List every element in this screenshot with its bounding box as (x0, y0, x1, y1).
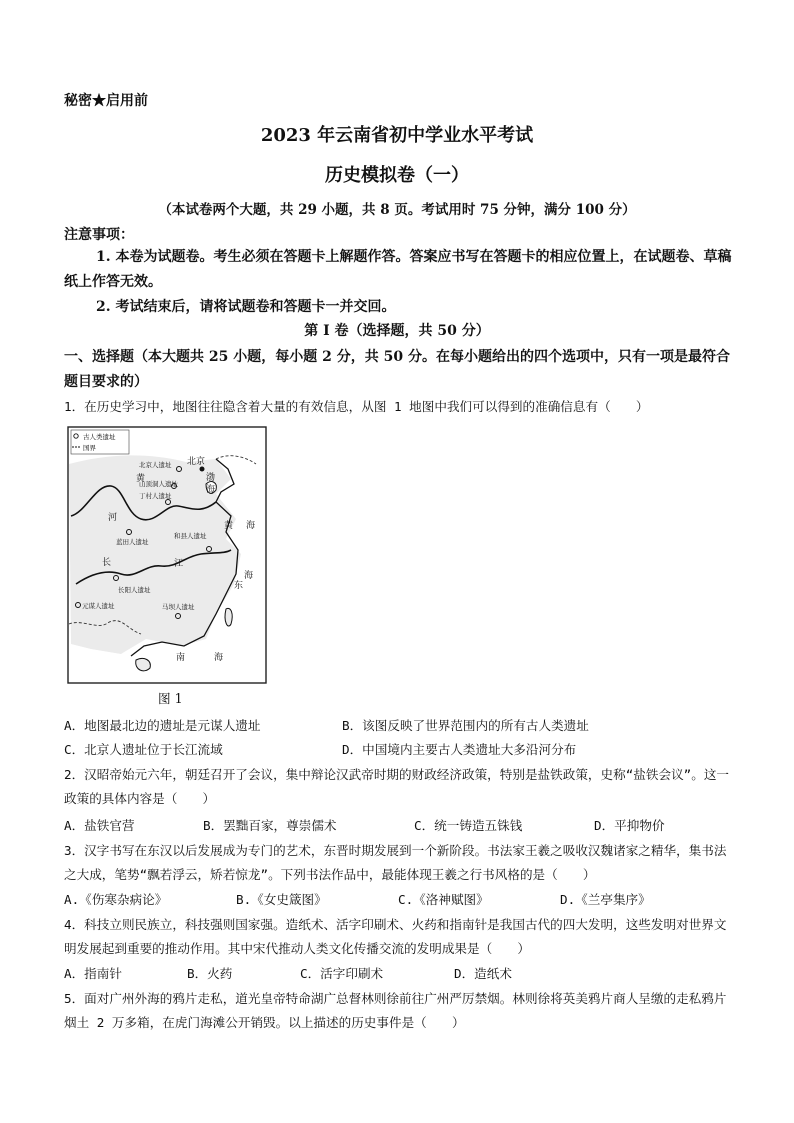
option-c[interactable]: C．统一铸造五铢钱 (414, 818, 523, 833)
question-stem: 5．面对广州外海的鸦片走私，道光皇帝特命湖广总督林则徐前往广州严厉禁烟。林则徐将英美鸦片商人呈缴的走私鸦片烟土 2 万多箱，在虎门海滩公开销毁。以上描述的历史事件是（ ） (64, 991, 727, 1030)
site-label: 和县人遗址 (174, 532, 207, 540)
section-heading: 一、选择题（本大题共 25 小题，每小题 2 分，共 50 分。在每小题给出的四个选项中，只有一项是最符合题目要求的） (64, 349, 730, 390)
option-b[interactable]: B．该图反映了世界范围内的所有古人类遗址 (342, 718, 589, 733)
place-label: 长 (102, 558, 112, 568)
option-b[interactable]: B．火药 (187, 966, 233, 981)
option-a[interactable]: A.《伤寒杂病论》 (64, 892, 168, 907)
site-label: 蓝田人遗址 (116, 538, 149, 546)
figure-caption: 图 1 (158, 691, 183, 706)
legend-border: 国界 (83, 444, 96, 452)
place-label: 北京 (187, 457, 206, 467)
place-label: 江 (174, 559, 184, 569)
ancient-sites-map (66, 424, 268, 686)
option-d[interactable]: D．平抑物价 (594, 818, 665, 833)
option-a[interactable]: A．地图最北边的遗址是元谋人遗址 (64, 718, 261, 733)
place-label: 河 (108, 513, 118, 523)
legend-site: 古人类遗址 (83, 433, 116, 441)
exam-info: （本试卷两个大题，共 29 小题，共 8 页。考试用时 75 分钟，满分 100 分） (158, 202, 636, 218)
site-label: 长阳人遗址 (118, 586, 151, 594)
option-b[interactable]: B．罢黜百家，尊崇儒术 (203, 818, 337, 833)
option-a[interactable]: A．指南针 (64, 966, 122, 981)
exam-subtitle: 历史模拟卷（一） (325, 165, 469, 186)
note-item: 1. 本卷为试题卷。考生必须在答题卡上解题作答。答案应书写在答题卡的相应位置上，在试题卷、草稿纸上作答无效。 (64, 249, 732, 290)
option-c[interactable]: C.《洛神赋图》 (398, 892, 489, 907)
question-stem: 2．汉昭帝始元六年，朝廷召开了会议，集中辩论汉武帝时期的财政经济政策，特别是盐铁政策，史称“盐铁会议”。这一政策的具体内容是（ ） (64, 767, 730, 806)
note-item: 2. 考试结束后，请将试题卷和答题卡一并交回。 (96, 299, 396, 315)
site-label: 元谋人遗址 (82, 602, 115, 610)
confidential-label: 秘密★启用前 (64, 93, 148, 109)
option-c[interactable]: C．活字印刷术 (300, 966, 384, 981)
place-label: 海 (206, 485, 216, 495)
question-stem: 3．汉字书写在东汉以后发展成为专门的艺术，东晋时期发展到一个新阶段。书法家王羲之吸收汉魏诸家之精华，集书法之大成，笔势“飘若浮云，矫若惊龙”。下列书法作品中，最能体现王羲之行书风格的是（ ） (64, 843, 727, 882)
option-a[interactable]: A．盐铁官营 (64, 818, 135, 833)
exam-title: 2023 年云南省初中学业水平考试 (260, 125, 534, 146)
place-label: 海 (244, 571, 254, 581)
site-label: 丁村人遗址 (139, 492, 172, 500)
notes-heading: 注意事项： (64, 227, 134, 243)
option-d[interactable]: D.《兰亭集序》 (560, 892, 651, 907)
place-label: 南 (176, 653, 186, 663)
place-label: 黄 (224, 521, 234, 531)
question-stem: 4．科技立则民族立，科技强则国家强。造纸术、活字印刷术、火药和指南针是我国古代的四大发明，这些发明对世界文明发展起到重要的推动作用。其中宋代推动人类文化传播交流的发明成果是（ ） (64, 917, 727, 956)
place-label: 海 (214, 653, 224, 663)
site-label: 马坝人遗址 (162, 603, 195, 611)
site-label: 山顶洞人遗址 (139, 480, 178, 488)
place-label: 黄 (136, 474, 146, 484)
option-c[interactable]: C．北京人遗址位于长江流域 (64, 742, 223, 757)
option-b[interactable]: B.《女史箴图》 (236, 892, 327, 907)
place-label: 渤 (206, 473, 216, 483)
question-stem: 1．在历史学习中，地图往往隐含着大量的有效信息，从图 1 地图中我们可以得到的准确信息有（ ） (64, 399, 649, 414)
option-d[interactable]: D．中国境内主要古人类遗址大多沿河分布 (342, 742, 577, 757)
option-d[interactable]: D．造纸术 (454, 966, 512, 981)
part-heading: 第 I 卷（选择题，共 50 分） (304, 323, 490, 339)
place-label: 东 (234, 581, 244, 591)
place-label: 海 (246, 521, 256, 531)
site-label: 北京人遗址 (139, 461, 172, 469)
